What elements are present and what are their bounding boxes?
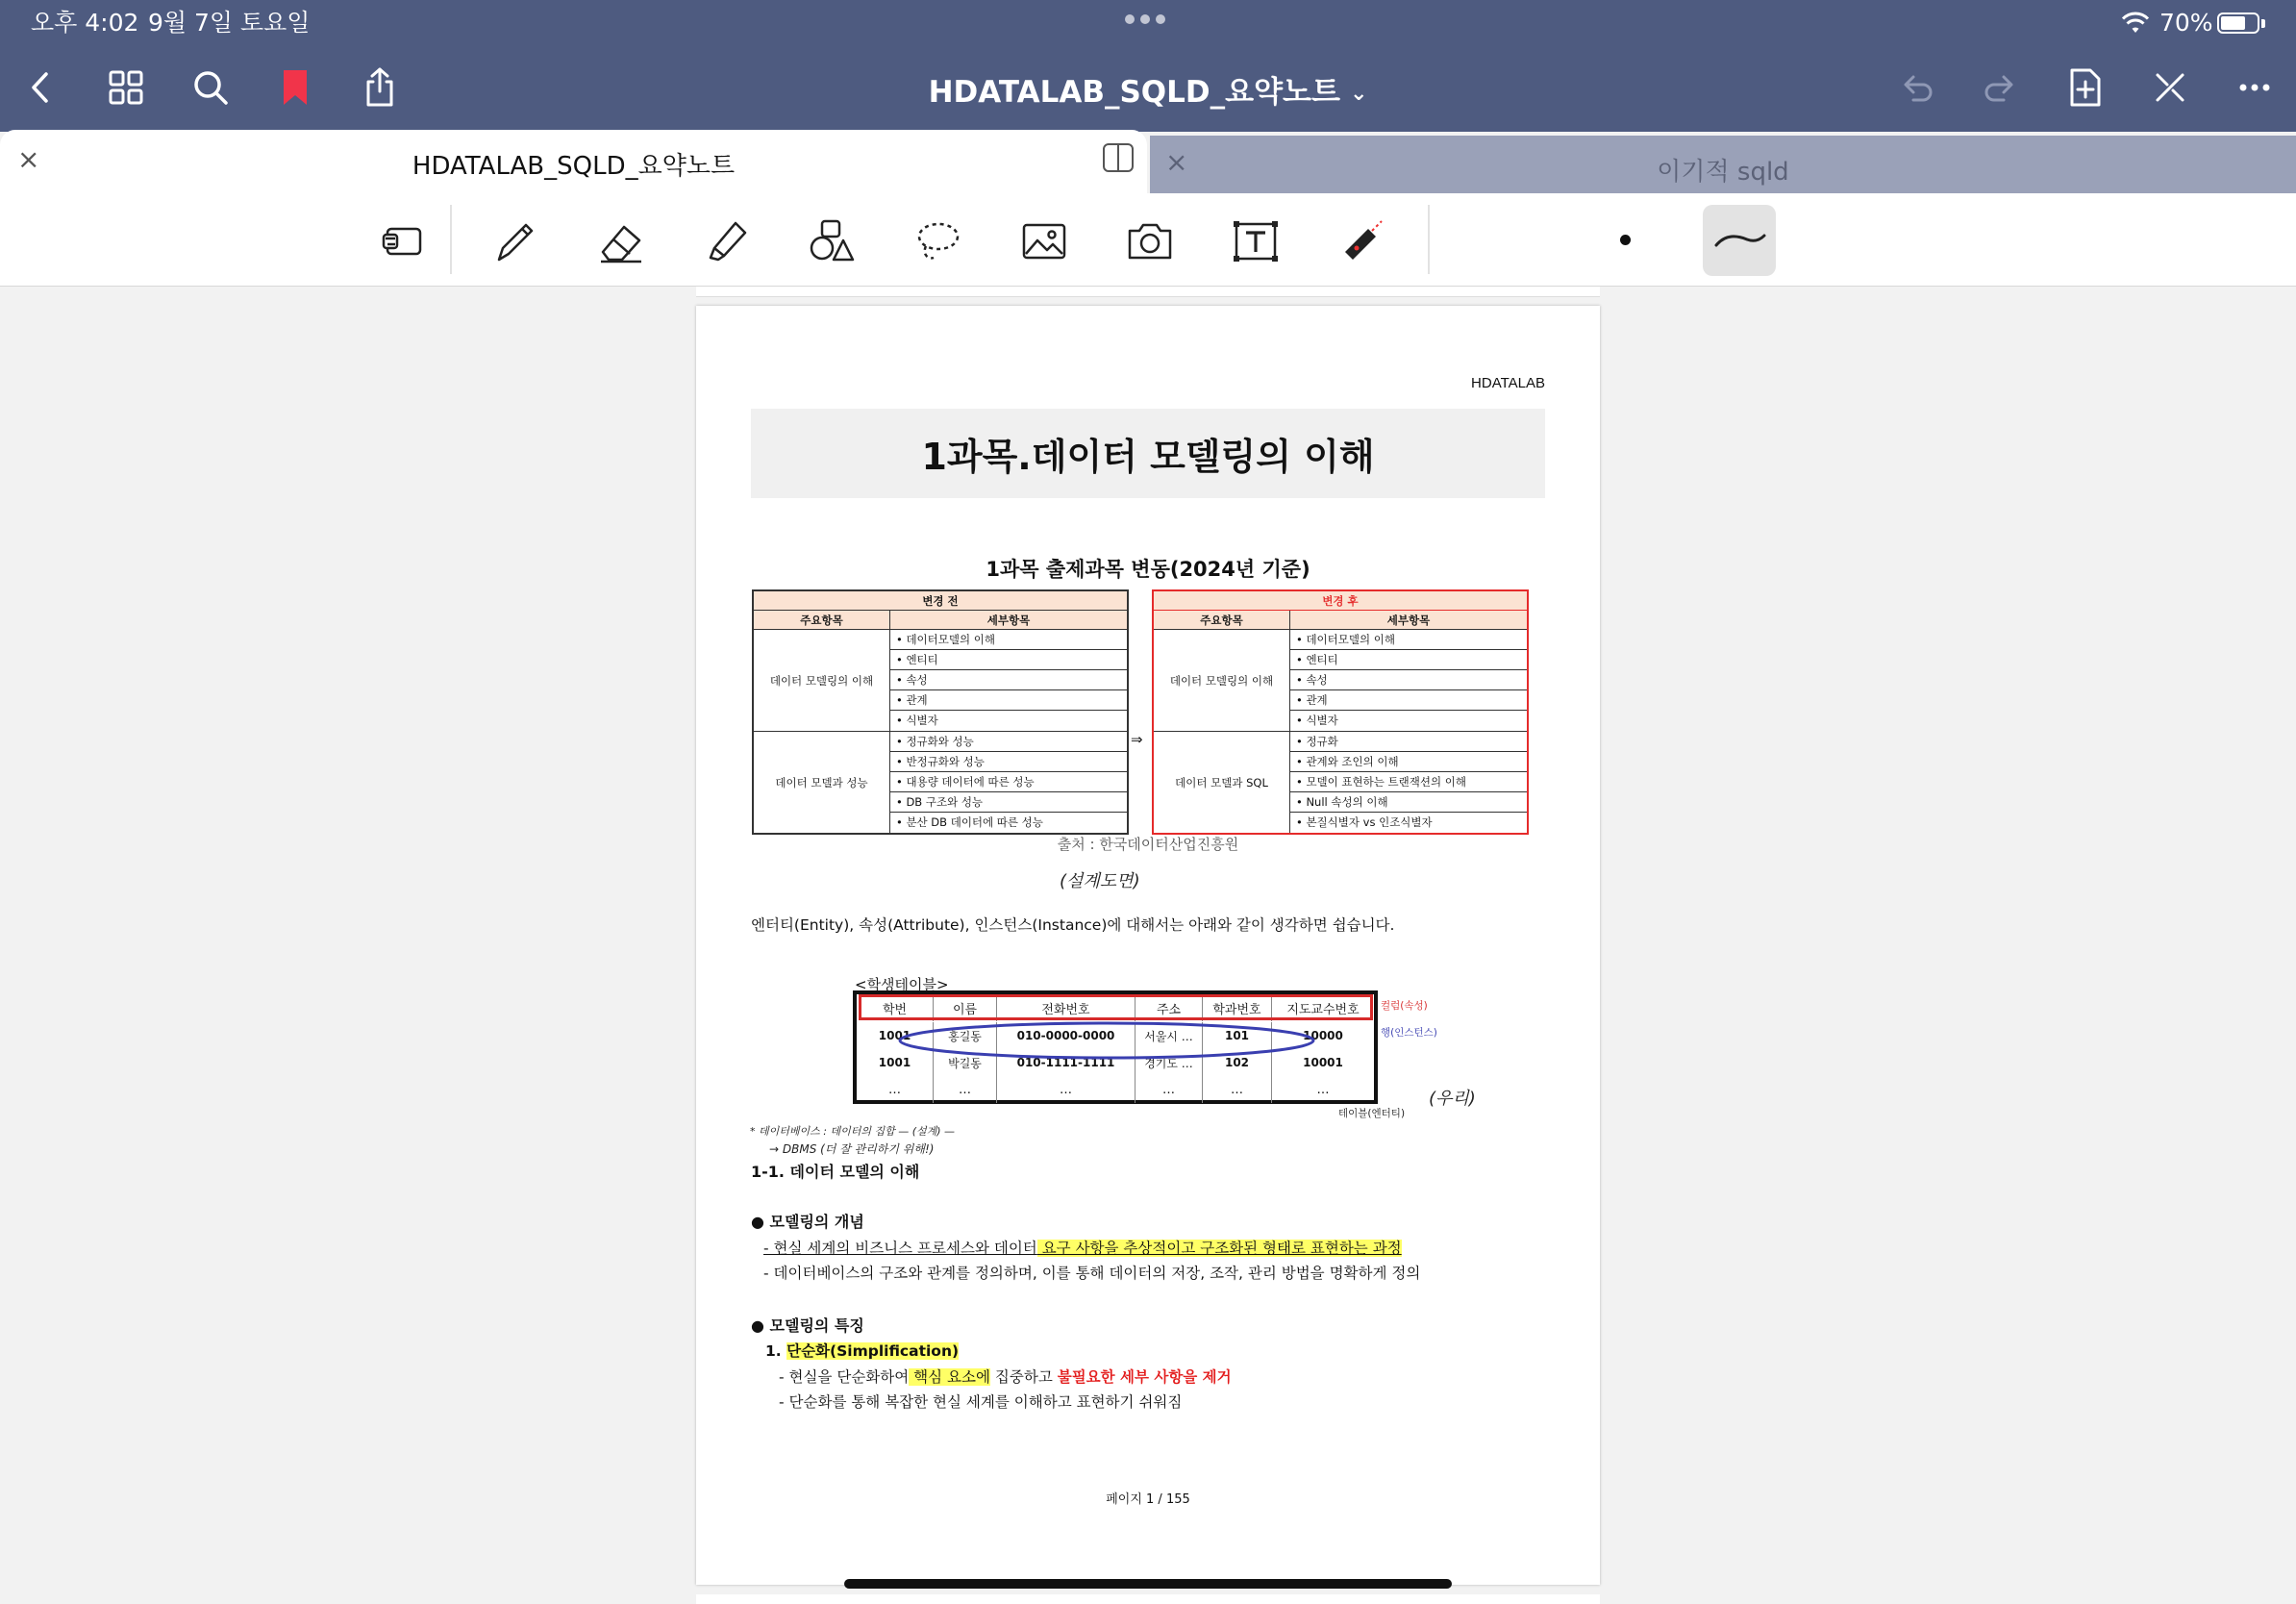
highlighter-icon [701,215,753,267]
red-text: 불필요한 세부 사항을 제거 [1057,1368,1232,1386]
table-cell: 박길동 [934,1049,997,1076]
after-change-table [1152,589,1529,835]
table-group [1154,732,1527,833]
stroke-curve-icon [1703,205,1776,276]
status-time: 오후 4:02 [31,9,139,37]
shapes-tool[interactable] [804,213,861,270]
table-item: • 속성 [890,670,1127,690]
close-editing-button[interactable] [2146,63,2194,112]
table-cell: 010-1111-1111 [997,1049,1136,1076]
table-cell: … [934,1076,997,1103]
before-change-table [752,589,1129,835]
group-name: 데이터 모델과 SQL [1154,732,1290,833]
redo-icon [1979,65,2023,110]
table-header: 변경 전 [754,591,1127,611]
table-label: 테이블(엔터티) [1338,1108,1406,1119]
tab-igijeok-sqld[interactable] [1150,136,2296,193]
row-label: 행(인스턴스) [1381,1027,1437,1039]
table-item: • 대용량 데이터에 따른 성능 [890,772,1127,792]
table-header: 변경 후 [1154,591,1527,611]
group-name: 데이터 모델과 성능 [754,732,890,833]
table-item: • 식별자 [896,714,938,727]
student-table-caption: <학생테이블> [855,976,949,993]
table-item: • 식별자 [1296,714,1338,727]
group-name: 데이터 모델링의 이해 [754,630,890,731]
source-caption: 출처 : 한국데이터산업진흥원 [1057,836,1239,853]
table-cell: 홍길동 [934,1022,997,1049]
eraser-tool[interactable] [592,213,650,270]
feature-line [779,1366,1232,1387]
text-box-icon [1230,215,1282,267]
status-date: 9월 7일 토요일 [148,9,311,37]
column-header: 학번 [857,994,934,1021]
text-span: - 현실 세계의 비즈니스 프로세스와 데이터 [763,1240,1037,1257]
column-header: 세부항목 [986,614,1031,627]
table-item: • 데이터모델의 이해 [890,630,1127,650]
top-navigation-bar [0,0,2296,132]
tab-hdatalab[interactable] [0,130,1147,193]
text-span: - 현실을 단순화하여 [779,1368,910,1386]
table-item: • 정규화와 성능 [890,732,1127,752]
concept-line [763,1237,1402,1258]
change-table-title: 1과목 출제과목 변동(2024년 기준) [986,558,1310,581]
text-span: 집중하고 [989,1368,1058,1386]
table-group [754,732,1127,833]
previous-page-edge [696,287,1600,297]
highlighted-text: 단순화(Simplification) [786,1342,960,1360]
table-item: • 모델이 표현하는 트랜잭션의 이해 [1290,772,1527,792]
multitasking-dots-icon[interactable] [1125,14,1165,24]
table-cell: … [997,1076,1136,1103]
column-header: 학과번호 [1203,994,1272,1021]
camera-icon [1124,215,1176,267]
student-table [853,990,1378,1104]
highlighted-text: 핵심 요소에 [909,1368,990,1386]
table-cell: 010-0000-0000 [997,1022,1136,1049]
table-cell: 102 [1203,1049,1272,1076]
table-cell: 서울시 … [1136,1022,1203,1049]
item-number: 1. [765,1342,782,1360]
table-cell: 1001 [857,1049,934,1076]
column-header: 전화번호 [997,994,1136,1021]
tab-label: 이기적 sqld [1657,158,1789,187]
table-cell: 10001 [1303,1056,1343,1069]
table-item: • 엔티티 [890,650,1127,670]
pen-icon [489,215,541,267]
column-label: 컬럼(속성) [1381,1000,1428,1012]
next-page-edge [696,1594,1600,1604]
table-item: • Null 속성의 이해 [1290,792,1527,813]
add-page-button[interactable] [2061,63,2109,112]
table-cell: … [1203,1076,1272,1103]
column-highlight-box [859,994,1373,1020]
pencil-cross-icon [2148,65,2192,110]
table-item: • 관계와 조인의 이해 [1290,752,1527,772]
concept-line: - 데이터베이스의 구조와 관계를 정의하며, 이를 통해 데이터의 저장, 조작, 관리 방법을 명확하게 정의 [763,1265,1421,1282]
intro-paragraph: 엔터티(Entity), 속성(Attribute), 인스턴스(Instance)에 대해서는 아래와 같이 생각하면 쉽습니다. [751,916,1395,934]
shapes-icon [807,215,859,267]
undo-button[interactable] [1892,63,1940,112]
annotation-toolbar [0,193,2296,287]
eraser-icon [595,215,647,267]
table-cell: 경기도 … [1136,1049,1203,1076]
stroke-size-dot[interactable] [1620,235,1631,245]
table-cell: 1001 [857,1022,934,1049]
image-icon [1018,215,1070,267]
battery-icon [2217,13,2259,34]
laser-pointer-tool[interactable] [1333,213,1390,270]
chevron-down-icon: ⌄ [1349,82,1368,106]
table-item: • 정규화 [1290,732,1527,752]
handwritten-note: → DBMS (더 잘 관리하기 위해!) [769,1142,935,1156]
table-cell: … [1316,1082,1330,1097]
change-arrow: ⇒ [1131,731,1143,748]
table-item: • 본질식별자 vs 인조식별자 [1296,815,1433,829]
zoom-window-tool[interactable] [375,213,433,270]
table-cell: … [857,1076,934,1103]
document-title-menu[interactable] [0,67,2296,111]
split-view-icon[interactable] [1103,143,1134,172]
table-cell: 10000 [1303,1029,1343,1042]
add-page-icon [2063,65,2108,110]
home-indicator[interactable] [844,1579,1452,1589]
close-tab-icon[interactable]: × [1165,146,1188,178]
stroke-style-button[interactable] [1703,205,1776,276]
redo-button[interactable] [1977,63,2025,112]
more-icon [2233,65,2277,110]
table-item: • 분산 DB 데이터에 따른 성능 [896,815,1043,829]
camera-tool[interactable] [1121,213,1179,270]
close-tab-icon[interactable]: × [17,143,40,175]
feature-line: - 단순화를 통해 복잡한 현실 세계를 이해하고 표현하기 쉬워짐 [779,1393,1183,1411]
document-title: HDATALAB_SQLD_요약노트 [928,75,1340,110]
magnifier-window-icon [378,215,430,267]
column-header: 주요항목 [1154,611,1290,629]
row-highlight-ellipse [895,1019,1318,1062]
table-item: • DB 구조와 성능 [890,792,1127,813]
battery-percent: 70% [2159,9,2213,37]
feature-item [765,1340,959,1361]
table-item: • 엔티티 [1290,650,1527,670]
undo-icon [1894,65,1938,110]
table-item: • 속성 [1290,670,1527,690]
table-group [754,630,1127,732]
page-brand: HDATALAB [1471,375,1545,391]
column-header: 지도교수번호 [1286,1002,1360,1017]
table-group [1154,630,1527,732]
page-banner-title: 1과목.데이터 모델링의 이해 [751,409,1545,498]
pdf-page[interactable] [696,306,1600,1585]
table-cell: … [1136,1076,1203,1103]
more-button[interactable] [2231,63,2279,112]
handwritten-note: * 데이터베이스 : 데이터의 집합 — (설계) — [750,1125,956,1138]
lasso-icon [912,215,964,267]
table-item: • 반정규화와 성능 [890,752,1127,772]
laser-pointer-icon [1335,215,1387,267]
features-heading: ● 모델링의 특징 [751,1316,864,1335]
column-header: 주소 [1136,994,1203,1021]
group-name: 데이터 모델링의 이해 [1154,630,1290,731]
text-tool[interactable] [1227,213,1285,270]
section-heading: 1-1. 데이터 모델의 이해 [751,1163,920,1181]
highlighted-text: 요구 사항을 추상적이고 구조화된 형태로 표현하는 과정 [1036,1240,1402,1257]
handwritten-note: (설계도면) [1060,871,1140,891]
column-header: 이름 [934,994,997,1021]
document-canvas[interactable] [0,287,2296,1604]
column-header: 세부항목 [1386,614,1431,627]
wifi-icon [2121,12,2150,35]
highlighter-tool[interactable] [698,213,756,270]
table-row [857,1076,1374,1103]
table-cell: 101 [1203,1022,1272,1049]
column-header: 주요항목 [754,611,890,629]
concept-heading: ● 모델링의 개념 [751,1213,864,1231]
tab-label: HDATALAB_SQLD_요약노트 [412,152,736,181]
image-tool[interactable] [1015,213,1073,270]
lasso-tool[interactable] [910,213,967,270]
page-number: 페이지 1 / 155 [1106,1492,1190,1507]
handwritten-note: (우리) [1429,1089,1476,1109]
table-item: • 관계 [890,690,1127,711]
table-item: • 데이터모델의 이해 [1290,630,1527,650]
pen-tool[interactable] [487,213,544,270]
table-item: • 관계 [1290,690,1527,711]
